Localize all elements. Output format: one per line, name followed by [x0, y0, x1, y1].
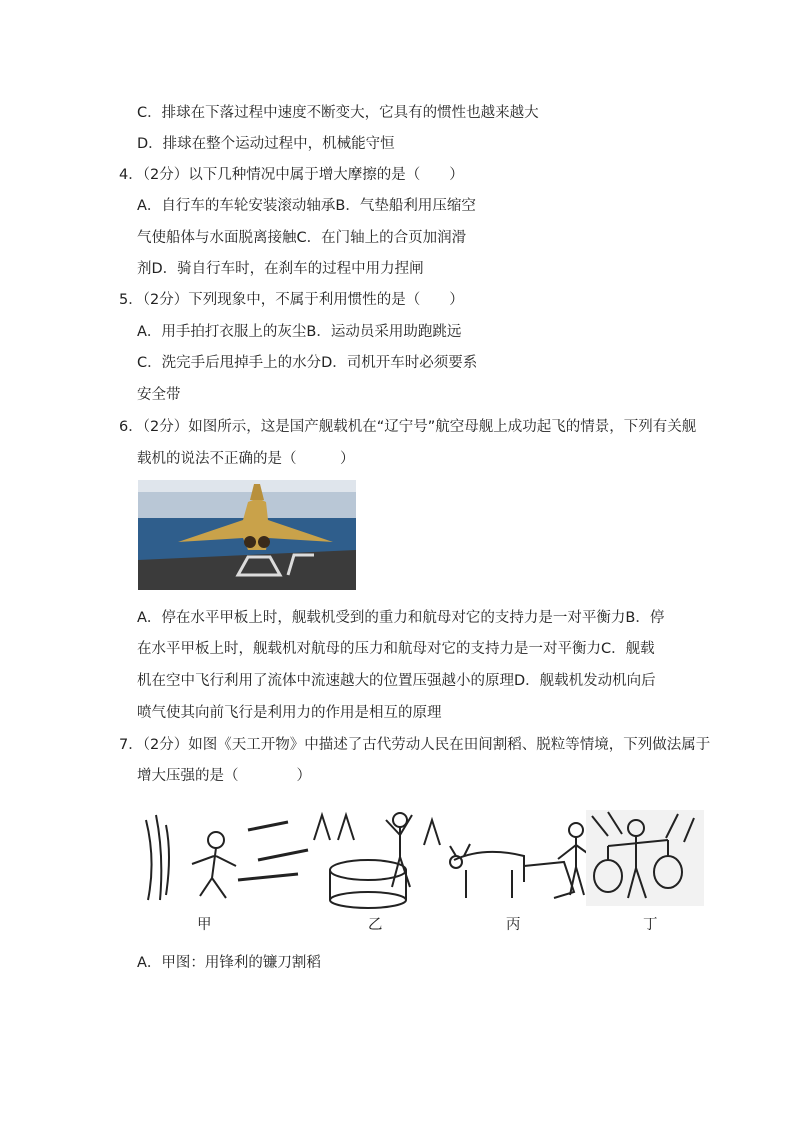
question-6-option-2: 在水平甲板上时，舰载机对航母的压力和航母对它的支持力是一对平衡力C．舰载	[137, 641, 655, 657]
option-d-line: D．排球在整个运动过程中，机械能守恒	[137, 136, 395, 152]
panel-yi-threshing	[314, 813, 440, 908]
question-7-option-a: A．甲图：用锋利的镰刀割稻	[137, 955, 321, 971]
question-4-options-2: 气使船体与水面脱离接触C．在门轴上的合页加润滑	[137, 230, 467, 246]
question-6-option-1: A．停在水平甲板上时，舰载机受到的重力和航母对它的支持力是一对平衡力B．停	[137, 610, 665, 626]
question-6: 6．（2分）如图所示，这是国产舰载机在“辽宁号”航空母舰上成功起飞的情景，下列有关舰	[119, 419, 697, 435]
panel-jia-harvesting	[146, 815, 308, 900]
tiangong-kaiwu-figure	[138, 800, 706, 910]
engine-right	[258, 536, 270, 548]
caption-yi: 乙	[368, 917, 383, 933]
caption-ding: 丁	[643, 917, 658, 933]
carrier-jet-figure	[138, 480, 356, 590]
caption-bing: 丙	[506, 917, 521, 933]
question-6-option-3: 机在空中飞行利用了流体中流速越大的位置压强越小的原理D．舰载机发动机向后	[137, 673, 656, 689]
question-5-options-1: A．用手拍打衣服上的灰尘B．运动员采用助跑跳远	[137, 324, 462, 340]
question-5-options-3: 安全带	[137, 387, 181, 403]
question-4-options-1: A．自行车的车轮安装滚动轴承B．气垫船利用压缩空	[137, 198, 476, 214]
engine-left	[244, 536, 256, 548]
question-7: 7．（2分）如图《天工开物》中描述了古代劳动人民在田间割稻、脱粒等情境，下列做法属于	[119, 737, 711, 753]
option-c-line: C．排球在下落过程中速度不断变大，它具有的惯性也越来越大	[137, 105, 539, 121]
question-6-option-4: 喷气使其向前飞行是利用力的作用是相互的原理	[137, 705, 442, 721]
question-4-options-3: 剂D．骑自行车时，在刹车的过程中用力捏闸	[137, 261, 424, 277]
question-6-line-2: 载机的说法不正确的是（ ）	[137, 451, 355, 467]
caption-jia: 甲	[197, 917, 212, 933]
cloud-band	[138, 480, 356, 492]
question-7-line-2: 增大压强的是（ ）	[137, 768, 311, 784]
question-4: 4．（2分）以下几种情况中属于增大摩擦的是（ ）	[119, 167, 464, 183]
panel-bing-plowing	[450, 823, 590, 898]
question-5-options-2: C．洗完手后甩掉手上的水分D．司机开车时必须要系	[137, 355, 478, 371]
panel-ding-carrying	[586, 810, 704, 906]
question-5: 5．（2分）下列现象中，不属于利用惯性的是（ ）	[119, 292, 464, 308]
